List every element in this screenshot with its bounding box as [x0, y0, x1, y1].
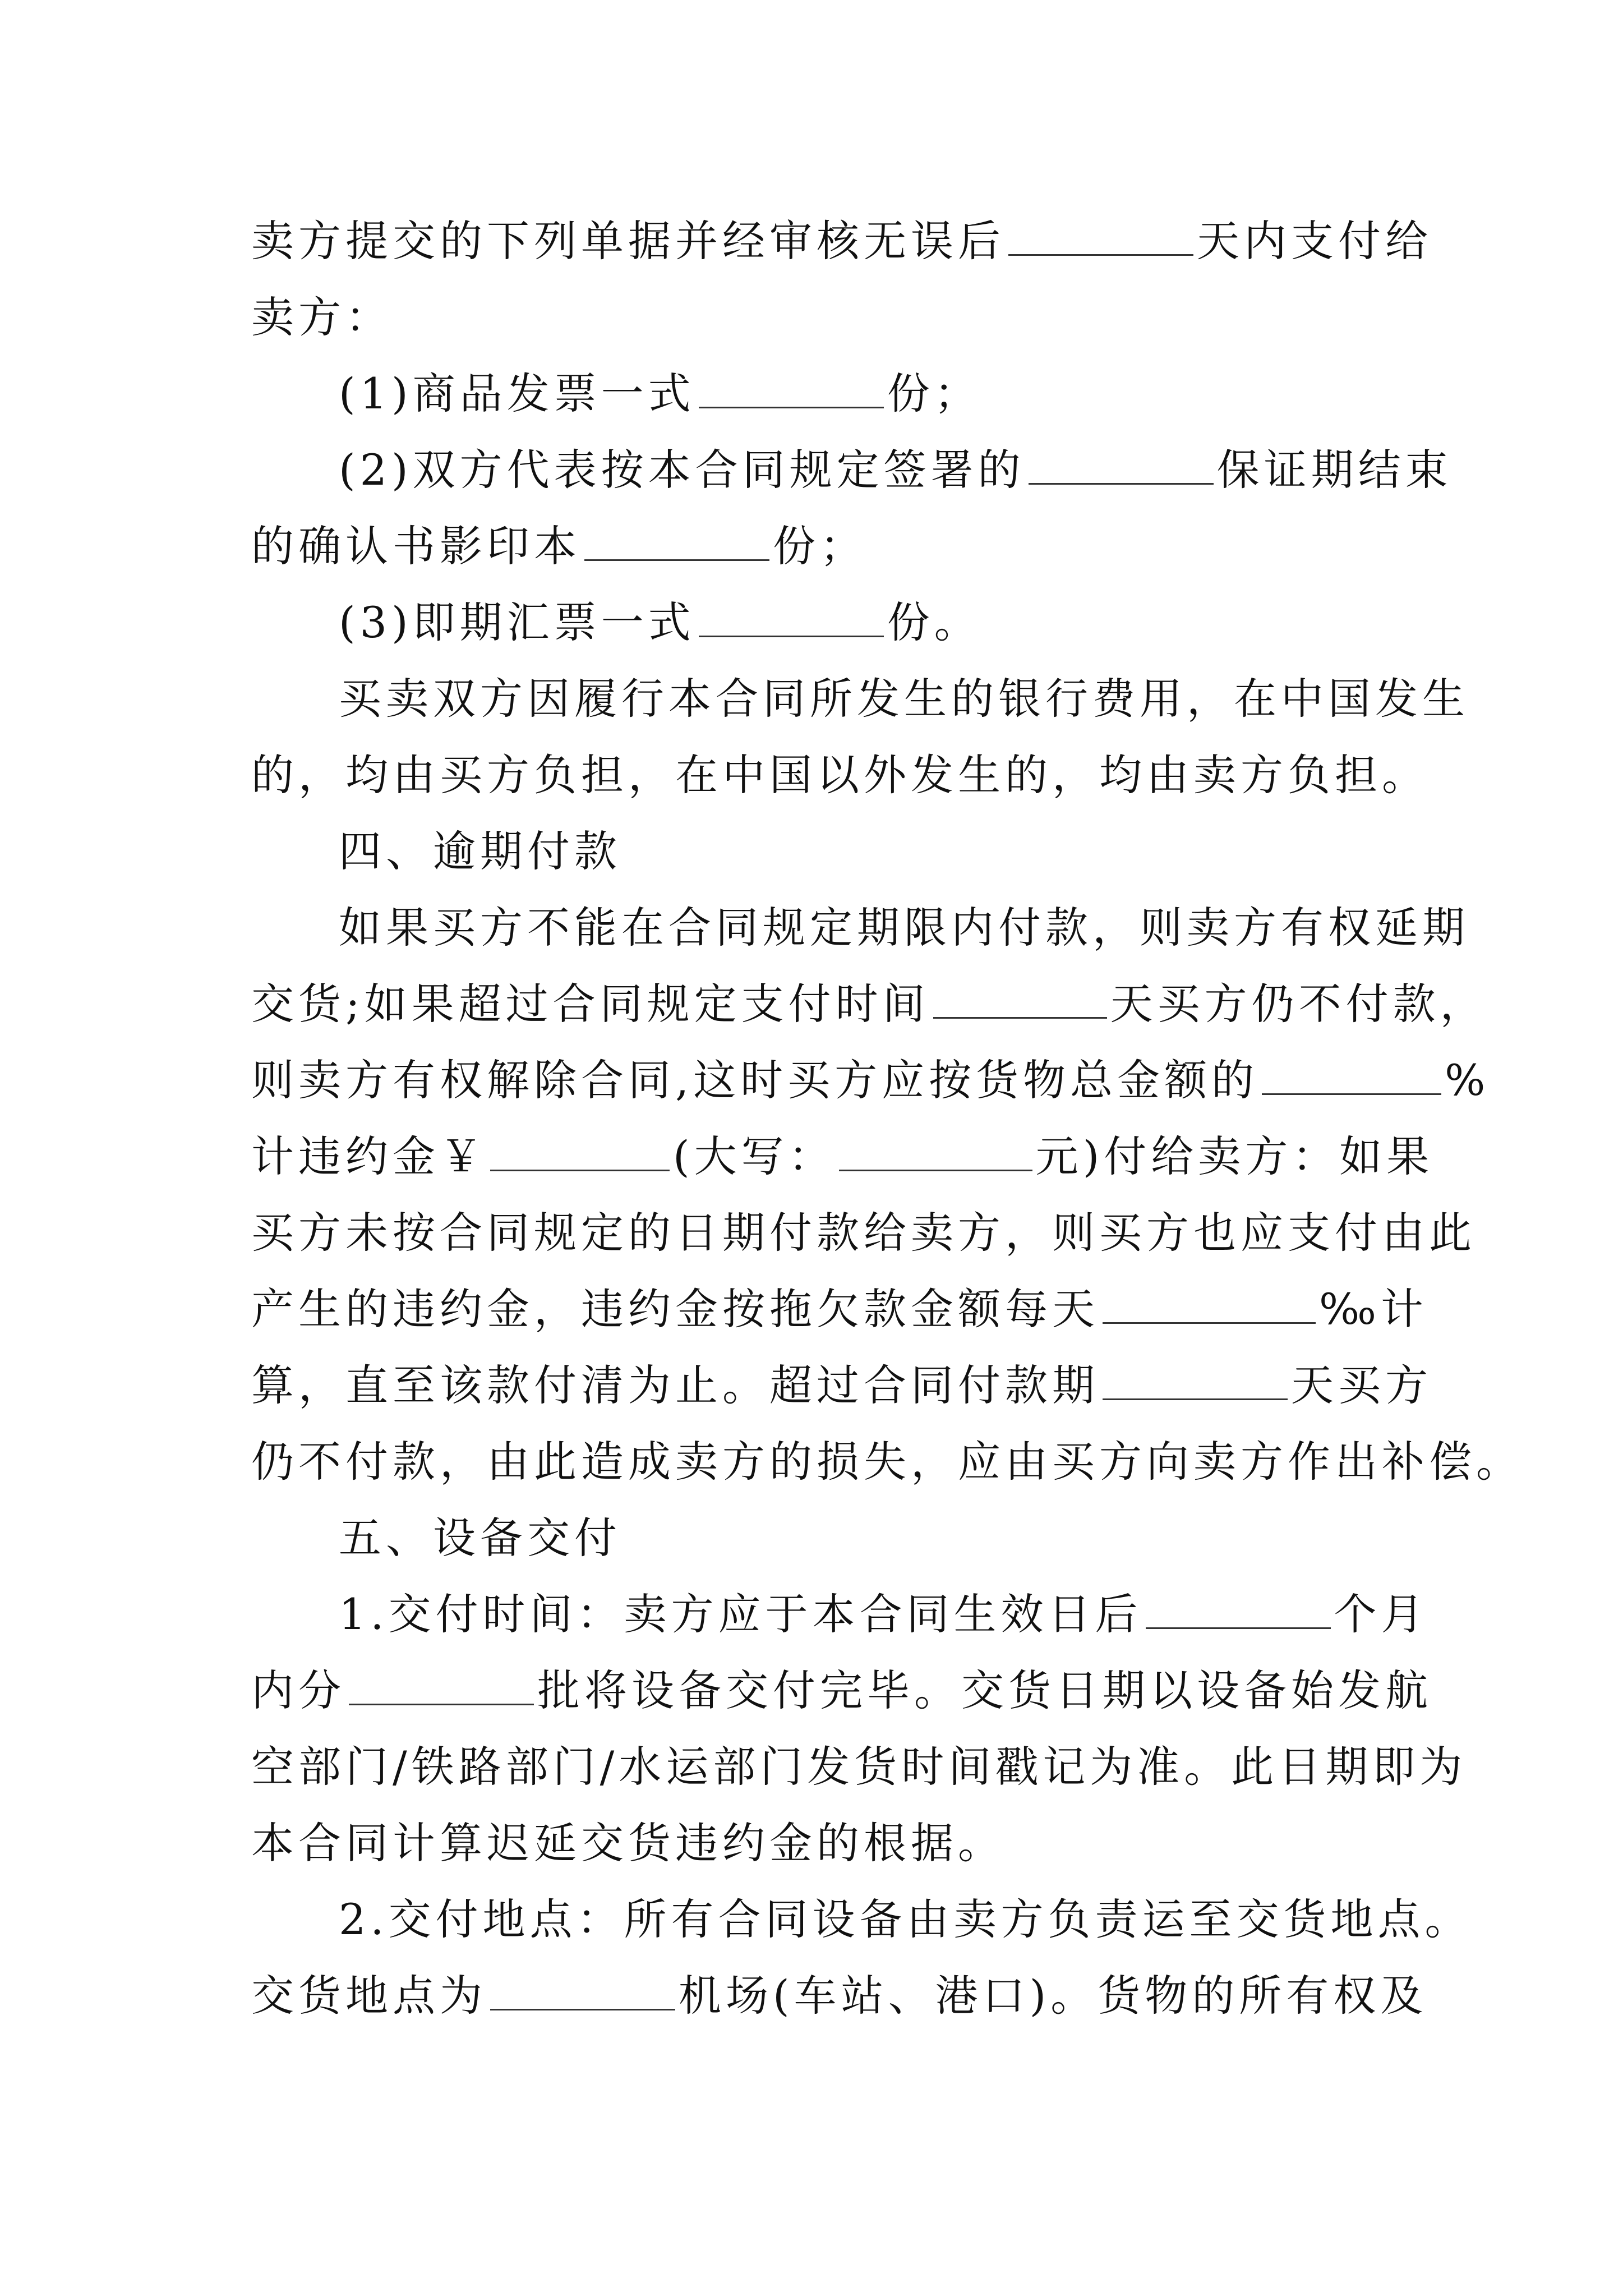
text-segment: (2)双方代表按本合同规定签署的 — [339, 445, 1025, 495]
text-line — [251, 279, 1390, 356]
text-line — [251, 1271, 1428, 1347]
text-segment: 计违约金￥ — [251, 1131, 487, 1181]
text-segment: 仍不付款，由此造成卖方的损失，应由买方向卖方作出补偿。 — [251, 1437, 1523, 1487]
text-line — [251, 966, 1487, 1042]
contract-text — [251, 203, 1523, 2034]
text-segment: 保证期结束 — [1216, 445, 1453, 495]
section-heading — [251, 813, 1390, 890]
text-line — [251, 508, 1390, 585]
text-segment: (3)即期汇票一式 — [339, 597, 695, 647]
text-segment: 空部门/铁路部门/水运部门发货时间戳记为准。此日期即为 — [251, 1742, 1467, 1792]
text-segment: 个月 — [1334, 1589, 1428, 1639]
text-segment: 交货地点为 — [251, 1971, 487, 2021]
text-line — [251, 203, 1432, 279]
text-segment: 交货;如果超过合同规定支付时间 — [251, 979, 930, 1029]
text-segment: 天内支付给 — [1197, 216, 1432, 266]
text-segment: 买卖双方因履行本合同所发生的银行费用，在中国发生 — [339, 674, 1469, 724]
fill-in-blank — [584, 528, 769, 561]
text-segment: 产生的违约金，违约金按拖欠款金额每天 — [251, 1284, 1099, 1334]
text-segment: 内分 — [251, 1665, 345, 1715]
text-segment: 卖方提交的下列单据并经审核无误后 — [251, 216, 1005, 266]
text-line — [251, 1424, 1523, 1500]
text-segment: (1)商品发票一式 — [339, 369, 695, 418]
text-segment: (大写： — [673, 1131, 836, 1181]
text-segment: 则卖方有权解除合同,这时买方应按货物总金额的 — [251, 1055, 1259, 1105]
text-line — [251, 661, 1469, 737]
text-segment: 份； — [773, 521, 867, 571]
text-line — [251, 890, 1469, 966]
text-line — [251, 1195, 1476, 1271]
text-segment: 如果买方不能在合同规定期限内付款，则卖方有权延期 — [339, 903, 1469, 953]
fill-in-blank — [699, 375, 884, 408]
text-line — [251, 1805, 1390, 1881]
text-line — [251, 585, 1390, 661]
fill-in-blank — [490, 1138, 670, 1171]
heading-text: 四、逾期付款 — [339, 826, 621, 876]
text-segment: 算，直至该款付清为止。超过合同付款期 — [251, 1360, 1099, 1410]
text-segment: 天买方 — [1291, 1360, 1432, 1410]
text-segment: ‰计 — [1319, 1284, 1428, 1334]
text-line — [251, 1958, 1428, 2034]
text-segment: 份； — [887, 369, 981, 418]
text-segment: 机场(车站、港口)。货物的所有权及 — [679, 1971, 1428, 2021]
section-heading — [251, 1500, 1390, 1576]
text-segment: 批将设备交付完毕。交货日期以设备始发航 — [537, 1665, 1432, 1715]
text-segment: 卖方： — [251, 292, 393, 342]
fill-in-blank — [1029, 452, 1214, 485]
text-line — [251, 356, 1390, 432]
text-segment: 份。 — [887, 597, 981, 647]
text-line — [251, 1576, 1428, 1653]
heading-text: 五、设备交付 — [339, 1513, 621, 1563]
fill-in-blank — [1103, 1291, 1316, 1324]
fill-in-blank — [490, 1977, 675, 2010]
text-line — [251, 737, 1429, 813]
text-line — [251, 432, 1453, 508]
fill-in-blank — [699, 604, 884, 637]
fill-in-blank — [1146, 1596, 1331, 1629]
fill-in-blank — [349, 1672, 534, 1705]
fill-in-blank — [933, 986, 1107, 1019]
text-segment: 的确认书影印本 — [251, 521, 581, 571]
fill-in-blank — [1103, 1367, 1288, 1400]
text-segment: 买方未按合同规定的日期付款给卖方，则买方也应支付由此 — [251, 1208, 1476, 1258]
text-segment: 本合同计算迟延交货违约金的根据。 — [251, 1818, 1005, 1868]
text-line — [251, 1347, 1432, 1424]
text-line — [251, 1042, 1490, 1119]
text-line — [251, 1653, 1432, 1729]
text-segment: 元)付给卖方：如果 — [1035, 1131, 1434, 1181]
fill-in-blank — [1008, 223, 1193, 256]
text-line — [251, 1729, 1467, 1805]
text-segment: 的，均由买方负担，在中国以外发生的，均由卖方负担。 — [251, 750, 1429, 800]
fill-in-blank — [1262, 1062, 1441, 1095]
text-line — [251, 1119, 1434, 1195]
text-segment: 2.交付地点：所有合同设备由卖方负责运至交货地点。 — [339, 1894, 1472, 1944]
text-segment: 1.交付时间：卖方应于本合同生效日后 — [339, 1589, 1142, 1639]
text-line — [251, 1881, 1472, 1958]
fill-in-blank — [839, 1138, 1032, 1171]
text-segment: % — [1445, 1055, 1490, 1105]
text-segment: 天买方仍不付款， — [1110, 979, 1487, 1029]
